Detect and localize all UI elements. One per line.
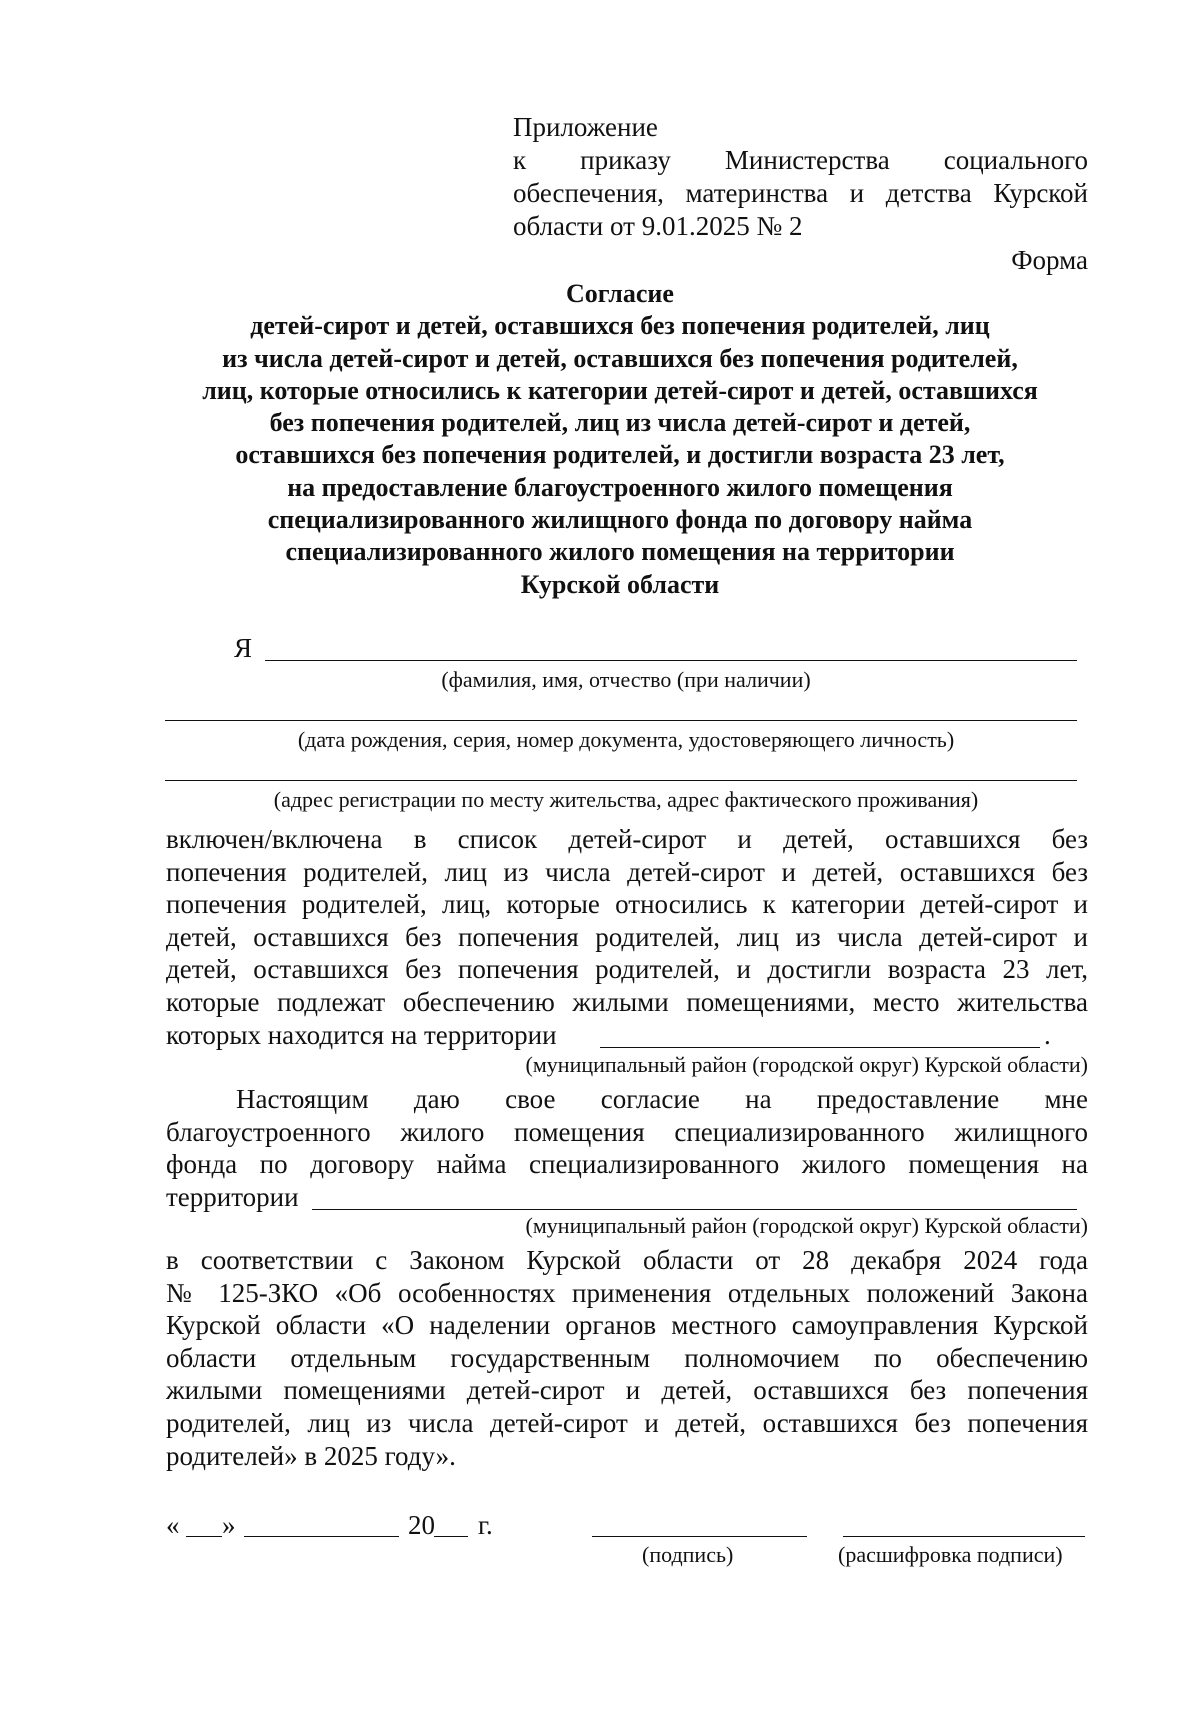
document-field-line[interactable] [165, 720, 1077, 721]
signature-field-line[interactable] [592, 1536, 807, 1537]
paragraph-line: которые подлежат обеспечению жилыми помещениями, место жительства [166, 986, 1088, 1017]
paragraph-line: детей, оставшихся без попечения родителей, лиц из числа детей-сирот и [166, 921, 1088, 952]
municipal-hint-2: (муниципальный район (городской округ) Курской области) [525, 1213, 1088, 1238]
title-line: лиц, которые относились к категории детей-сирот и детей, оставшихся [202, 375, 1038, 405]
appendix-line-4: области от 9.01.2025 № 2 [513, 211, 803, 241]
paragraph-line: попечения родителей, лиц, которые относились к категории детей-сирот и [166, 889, 1088, 920]
paragraph-line: попечения родителей, лиц из числа детей-сирот и детей, оставшихся без [166, 856, 1088, 887]
paragraph-inclusion [166, 823, 1088, 1051]
paragraph-line: родителей, лиц из числа детей-сирот и детей, оставшихся без попечения [166, 1407, 1088, 1438]
ya-label: Я [234, 633, 253, 663]
year-field-line[interactable] [434, 1536, 468, 1537]
paragraph-line: благоустроенного жилого помещения специализированного жилищного [166, 1116, 1088, 1147]
month-field-line[interactable] [244, 1536, 399, 1537]
year-prefix: 20 [408, 1510, 435, 1540]
title-line: специализированного жилого помещения на территории [285, 537, 955, 567]
title-line: Курской области [520, 569, 720, 599]
address-hint: (адрес регистрации по месту жительства, адрес фактического проживания) [273, 787, 979, 812]
signature-hint: (подпись) [642, 1542, 734, 1567]
paragraph-line: территории [166, 1181, 299, 1212]
paragraph-line: в соответствии с Законом Курской области от 28 декабря 2024 года [166, 1245, 1088, 1275]
appendix-line-2: к приказу Министерства социального [513, 145, 1088, 175]
paragraph-law [166, 1244, 1088, 1472]
paragraph-line: родителей» в 2025 году». [166, 1440, 456, 1471]
title-line: оставшихся без попечения родителей, и достигли возраста 23 лет, [235, 440, 1005, 470]
paragraph-line: включен/включена в список детей-сирот и детей, оставшихся без [166, 824, 1088, 854]
paragraph-line: детей, оставшихся без попечения родителей, и достигли возраста 23 лет, [166, 954, 1088, 985]
title-line: из числа детей-сирот и детей, оставшихся без попечения родителей, [222, 343, 1018, 373]
document-title [150, 278, 1090, 601]
paragraph-line: Курской области «О наделении органов местного самоуправления Курской [166, 1310, 1088, 1341]
fio-hint: (фамилия, имя, отчество (при наличии) [441, 667, 811, 692]
decoding-field-line[interactable] [843, 1536, 1085, 1537]
paragraph-line: области отдельным государственным полномочием по обеспечению [166, 1342, 1088, 1373]
paragraph-line: Настоящим даю свое согласие на предоставление мне [236, 1084, 1088, 1114]
address-field-line[interactable] [165, 780, 1077, 781]
document-hint: (дата рождения, серия, номер документа, удостоверяющего личность) [297, 727, 955, 752]
paragraph-line: № 125-ЗКО «Об особенностях применения отдельных положений Закона [166, 1277, 1088, 1308]
territory-field-line[interactable] [600, 1047, 1040, 1048]
title-line: на предоставление благоустроенного жилого помещения [287, 472, 953, 502]
paragraph-line: фонда по договору найма специализированного жилого помещения на [166, 1149, 1088, 1180]
day-field-line[interactable] [186, 1536, 222, 1537]
paragraph-line: жилыми помещениями детей-сирот и детей, оставшихся без попечения [166, 1375, 1088, 1406]
date-quote-close: » [222, 1510, 236, 1540]
title-line: детей-сирот и детей, оставшихся без попечения родителей, лиц [250, 311, 990, 341]
date-quote-open: « [166, 1510, 180, 1540]
year-suffix: г. [478, 1510, 493, 1540]
form-label: Форма [1011, 245, 1088, 275]
appendix-block [513, 111, 1088, 243]
title-heading: Согласие [566, 279, 674, 308]
decoding-hint: (расшифровка подписи) [838, 1542, 1063, 1567]
period: . [1044, 1019, 1051, 1050]
territory-field-line-2[interactable] [312, 1209, 1077, 1210]
fio-field-line[interactable] [265, 660, 1077, 661]
title-line: специализированного жилищного фонда по договору найма [267, 505, 973, 535]
municipal-hint-1: (муниципальный район (городской округ) Курской области) [525, 1052, 1088, 1077]
appendix-line-1: Приложение [513, 112, 658, 142]
paragraph-line: которых находится на территории [166, 1019, 557, 1050]
appendix-line-3: обеспечения, материнства и детства Курской [513, 178, 1088, 208]
title-line: без попечения родителей, лиц из числа детей-сирот и детей, [269, 408, 971, 438]
paragraph-consent [166, 1083, 1088, 1213]
